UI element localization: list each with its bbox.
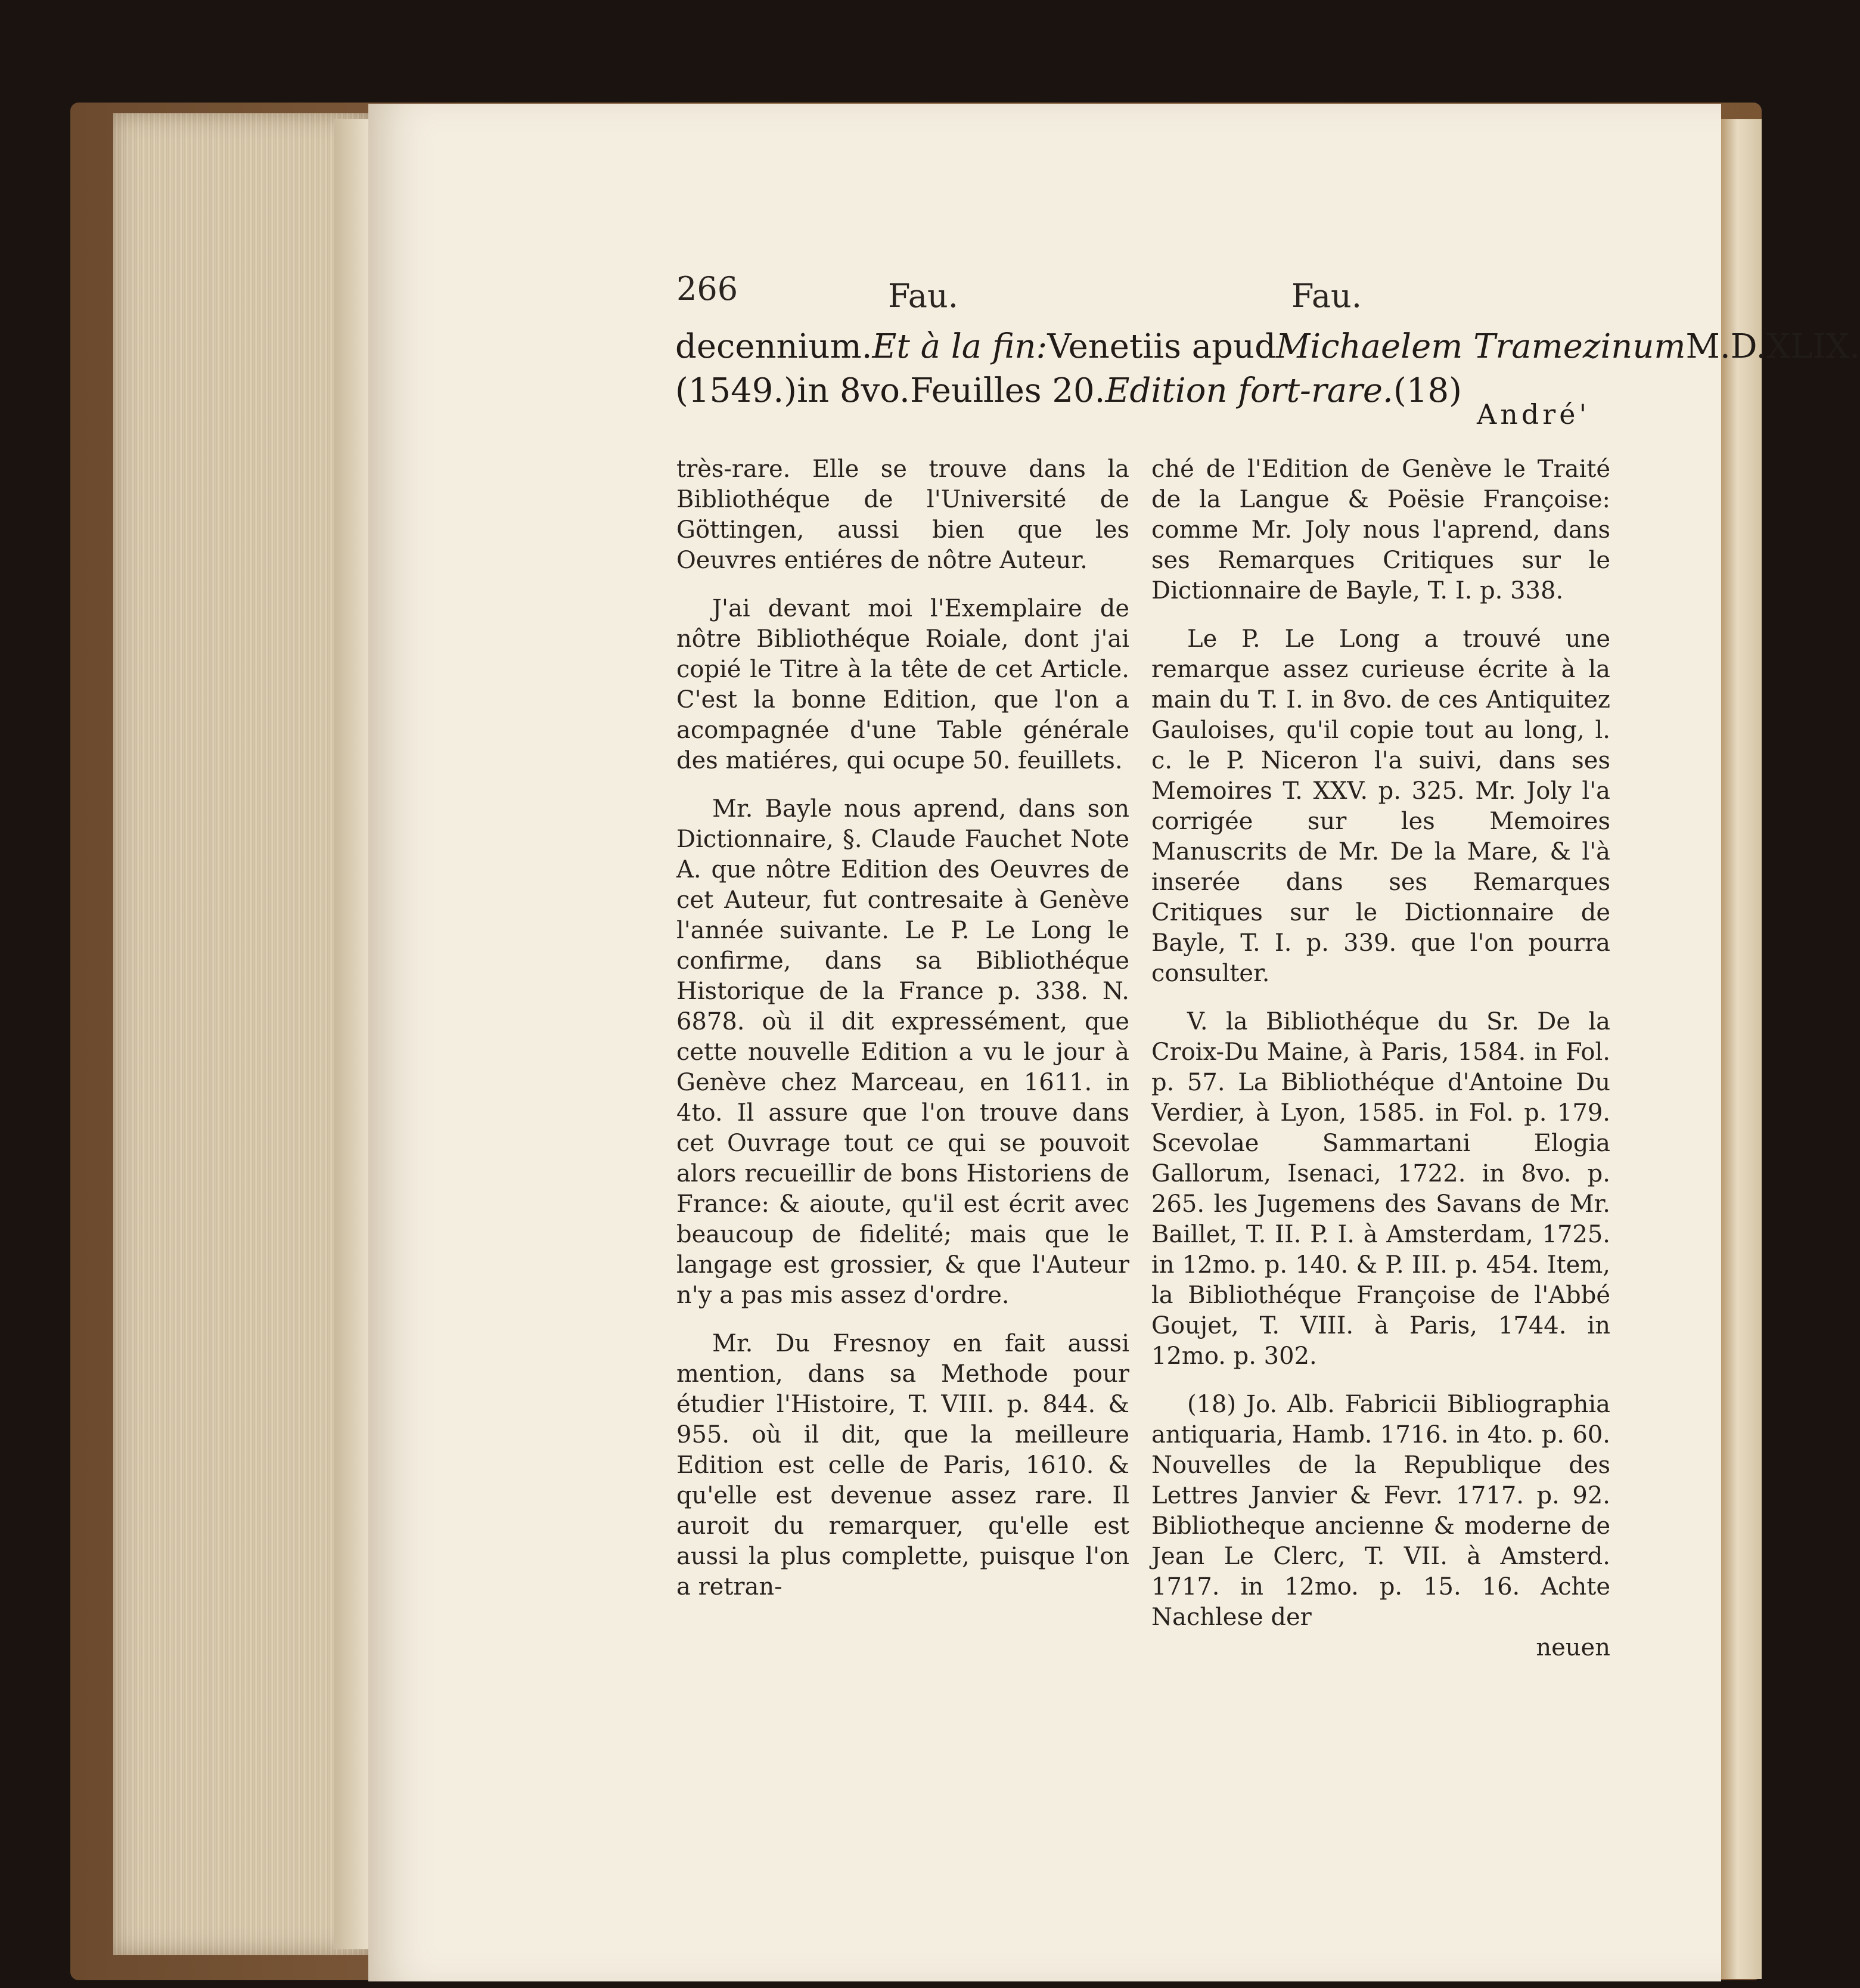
top-line-1-word: decennium. bbox=[675, 327, 872, 366]
footnote: (18) Jo. Alb. Fabricii Bibliographia antiquaria, Hamb. 1716. in 4to. p. 60. Nouvelles de la Republique des Lettres Janvier & Fevr. 1717. p. 92. Bibliotheque ancienne & moderne de Jean Le Clerc, T. VII. à Amsterd. 1717. in 12mo. p. 15. 16. Achte Nachlese der bbox=[1151, 1391, 1610, 1631]
top-text-block bbox=[675, 325, 1860, 413]
top-line-2-word: Edition fort-rare. bbox=[1105, 371, 1393, 410]
top-line-1-word: M.D.XLIX. bbox=[1685, 327, 1860, 366]
paragraph: Mr. Bayle nous aprend, dans son Dictionnaire, §. Claude Fauchet Note A. que nôtre Edition des Oeuvres de cet Auteur, fut contresaite à Genève l'année suivante. Le P. Le Long le confirme, dans sa Bibliothéque Historique de la France p. 338. N. 6878. où il dit expressément, que cette nouvelle Edition a vu le jour à Genève chez Marceau, en 1611. in 4to. Il assure que l'on trouve dans cet Ouvrage tout ce qui se pouvoit alors recueillir de bons Historiens de France: & aioute, qu'il est écrit avec beaucoup de fidelité; mais que le langage est grossier, & que l'Auteur n'y a pas mis assez d'ordre. bbox=[676, 795, 1129, 1309]
next-page-edge bbox=[1721, 119, 1762, 1979]
top-line-1 bbox=[675, 325, 1860, 369]
top-line-1-word: Michaelem Tramezinum bbox=[1275, 327, 1686, 366]
paragraph: J'ai devant moi l'Exemplaire de nôtre Bibliothéque Roiale, dont j'ai copié le Titre à la tête de cet Article. C'est la bonne Edition, que l'on a acompagnée d'une Table générale des matiéres, qui ocupe 50. feuillets. bbox=[676, 595, 1129, 774]
paragraph: très-rare. Elle se trouve dans la Bibliothéque de l'Université de Göttingen, aussi bien que les Oeuvres entiéres de nôtre Auteur. bbox=[676, 455, 1129, 574]
top-line-2-word: Feuilles 20. bbox=[910, 371, 1106, 410]
page-edges bbox=[113, 113, 369, 1955]
paragraph: ché de l'Edition de Genève le Traité de la Langue & Poësie Françoise: comme Mr. Joly nous l'aprend, dans ses Remarques Critiques sur le Dictionnaire de Bayle, T. I. p. 338. bbox=[1151, 455, 1610, 604]
paragraph: Le P. Le Long a trouvé une remarque assez curieuse écrite à la main du T. I. in 8vo. de ces Antiquitez Gauloises, qu'il copie tout au long, l. c. le P. Niceron l'a suivi, dans ses Memoires T. XXV. p. 325. Mr. Joly l'a corrigée sur les Memoires Manuscrits de Mr. De la Mare, & l'à inserée dans ses Remarques Critiques sur le Dictionnaire de Bayle, T. I. p. 339. que l'on pourra consulter. bbox=[1151, 625, 1610, 987]
top-line-1-word: Et à la fin: bbox=[872, 327, 1048, 366]
running-head-left: Fau. bbox=[888, 277, 958, 315]
paragraph: V. la Bibliothéque du Sr. De la Croix-Du Maine, à Paris, 1584. in Fol. p. 57. La Bibliothéque d'Antoine Du Verdier, à Lyon, 1585. in Fol. p. 179. Scevolae Sammartani Elogia Gallorum, Isenaci, 1722. in 8vo. p. 265. les Jugemens des Savans de Mr. Baillet, T. II. P. I. à Amsterdam, 1725. in 12mo. p. 140. & P. III. p. 454. Item, la Bibliothéque Françoise de l'Abbé Goujet, T. VIII. à Paris, 1744. in 12mo. p. 302. bbox=[1151, 1008, 1610, 1370]
catchword-bottom: neuen bbox=[1536, 1634, 1610, 1661]
running-head bbox=[676, 265, 1362, 313]
right-column bbox=[1151, 454, 1610, 1663]
paragraph: Mr. Du Fresnoy en fait aussi mention, dans sa Methode pour étudier l'Histoire, T. VIII. p. 844. & 955. où il dit, que la meilleure Edition est celle de Paris, 1610. & qu'elle est devenue assez rare. Il auroit du remarquer, qu'elle est aussi la plus complette, puisque l'on a retran- bbox=[676, 1330, 1129, 1601]
left-column bbox=[676, 454, 1129, 1602]
catchword-top: André' bbox=[1477, 398, 1591, 430]
top-line-2 bbox=[675, 369, 1462, 413]
running-head-right: Fau. bbox=[1291, 277, 1362, 315]
top-line-2-word: in 8vo. bbox=[797, 371, 910, 410]
top-line-2-word: (1549.) bbox=[675, 371, 797, 410]
page-number: 266 bbox=[676, 270, 738, 308]
top-line-1-word: Venetiis apud bbox=[1047, 327, 1276, 366]
top-line-2-word: (18) bbox=[1393, 371, 1462, 410]
